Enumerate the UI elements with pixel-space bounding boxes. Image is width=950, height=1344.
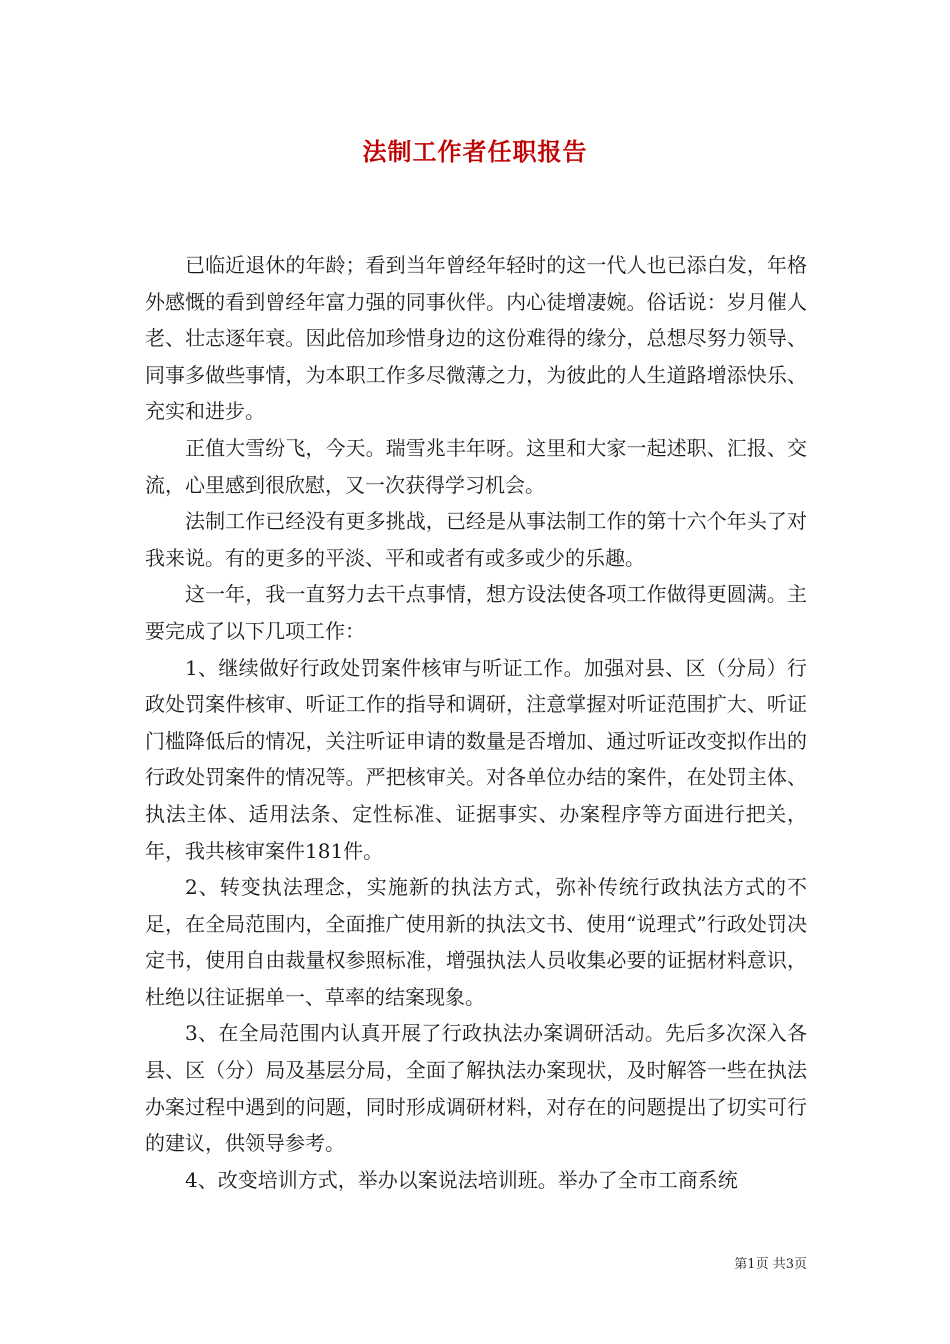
footer-total-pages: 3 [785,1257,794,1272]
paragraph-summary: 这一年，我一直努力去干点事情，想方设法使各项工作做得更圆满。主要完成了以下几项工作： [145,582,807,643]
paragraph-greeting: 正值大雪纷飞，今天。瑞雪兆丰年呀。这里和大家一起述职、汇报、交流，心里感到很欣慰，又一次获得学习机会。 [145,435,807,497]
paragraph-item-1: 1、继续做好行政处罚案件核审与听证工作。加强对县、区（分局）行政处罚案件核审、听证工作的指导和调研，注意掌握对听证范围扩大、听证门槛降低后的情况，关注听证申请的数量是否增加、通过听证改变拟作出的行政处罚案件的情况等。严把核审关。对各单位办结的案件，在处罚主体、执法主体、适用法条、定性标准、证据事实、办案程序等方面进行把关，年，我共核审案件181件。 [145,655,807,863]
footer-current-page: 1 [747,1257,756,1272]
paragraph-experience: 法制工作已经没有更多挑战，已经是从事法制工作的第十六个年头了对我来说。有的更多的平淡、平和或者有或多或少的乐趣。 [145,509,807,570]
document-title: 法制工作者任职报告 [362,137,588,166]
page-footer [734,1253,807,1272]
footer-prefix: 第 [734,1257,748,1272]
paragraph-intro: 已临近退休的年龄；看到当年曾经年轻时的这一代人也已添白发，年格外感慨的看到曾经年富力强的同事伙伴。内心徒增凄婉。俗话说：岁月催人老、壮志逐年衰。因此倍加珍惜身边的这份难得的缘分，总想尽努力领导、同事多做些事情，为本职工作多尽微薄之力，为彼此的人生道路增添快乐、充实和进步。 [145,253,807,424]
paragraph-item-2: 2、转变执法理念，实施新的执法方式，弥补传统行政执法方式的不足，在全局范围内，全面推广使用新的执法文书、使用“说理式”行政处罚决定书，使用自由裁量权参照标准，增强执法人员收集必要的证据材料意识，杜绝以往证据单一、草率的结案现象。 [145,875,807,1009]
paragraph-item-4: 4、改变培训方式，举办以案说法培训班。举办了全市工商系统 [185,1167,738,1192]
footer-middle: 页 共 [755,1257,786,1272]
paragraph-item-3: 3、在全局范围内认真开展了行政执法办案调研活动。先后多次深入各县、区（分）局及基层分局，全面了解执法办案现状，及时解答一些在执法办案过程中遇到的问题，同时形成调研材料，对存在的问题提出了切实可行的建议，供领导参考。 [145,1021,807,1156]
footer-suffix: 页 [793,1257,807,1272]
document-body [145,247,807,1198]
